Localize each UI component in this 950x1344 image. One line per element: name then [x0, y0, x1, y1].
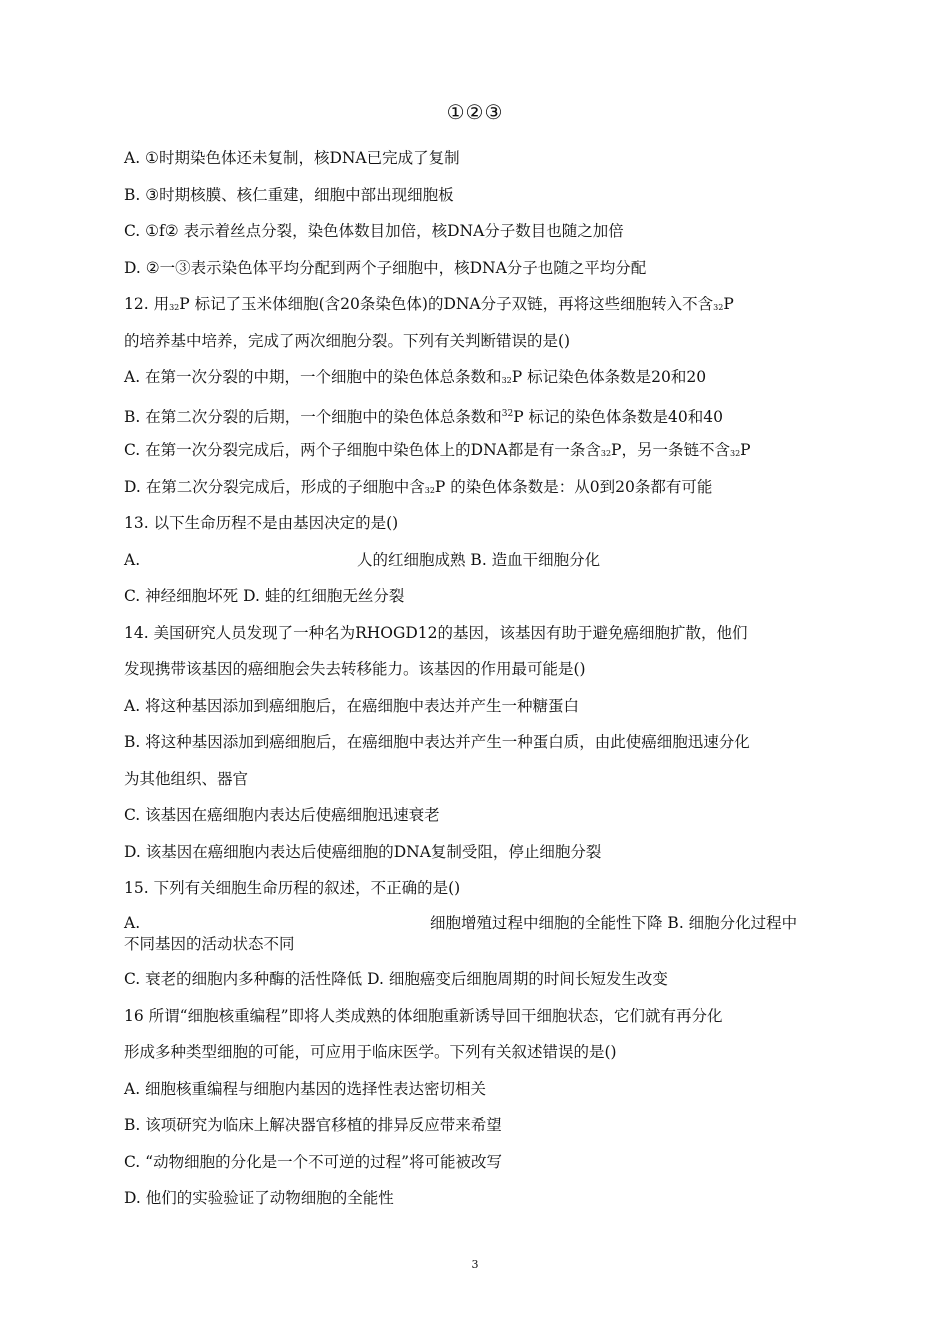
isotope-mass: 32 [501, 409, 514, 419]
q16-option-c: C. “动物细胞的分化是一个不可逆的过程”将可能被改写 [124, 1153, 503, 1171]
isotope-mass: 32 [424, 486, 435, 495]
q16-option-a: A. 细胞核重编程与细胞内基因的选择性表达密切相关 [124, 1080, 487, 1098]
q14-option-d: D. 该基因在癌细胞内表达后使癌细胞的DNA复制受阻，停止细胞分裂 [124, 843, 602, 861]
q12-stem-line2: 的培养基中培养，完成了两次细胞分裂。下列有关判断错误的是() [124, 332, 571, 350]
q16-option-b: B. 该项研究为临床上解决器官移植的排异反应带来希望 [124, 1116, 502, 1134]
q15-stem: 15. 下列有关细胞生命历程的叙述，不正确的是() [124, 879, 461, 897]
q14-option-a: A. 将这种基因添加到癌细胞后，在癌细胞中表达并产生一种糖蛋白 [124, 697, 580, 715]
isotope-mass: 32 [729, 449, 741, 458]
q14-option-b-line1: B. 将这种基因添加到癌细胞后，在癌细胞中表达并产生一种蛋白质，由此使癌细胞迅速分化 [124, 733, 750, 751]
q13-options-cd: C. 神经细胞坏死 D. 蛙的红细胞无丝分裂 [124, 587, 405, 605]
isotope-mass: 32 [169, 303, 180, 312]
q15-options-ab: 细胞增殖过程中细胞的全能性下降 B. 细胞分化过程中 [430, 914, 798, 932]
q13-options-ab: 人的红细胞成熟 B. 造血干细胞分化 [357, 551, 601, 569]
q11-option-a: A. ①时期染色体还未复制，核DNA已完成了复制 [124, 149, 460, 167]
q16-stem-line1: 16 所谓“细胞核重编程”即将人类成熟的体细胞重新诱导回干细胞状态，它们就有再分化 [124, 1007, 723, 1025]
q12-option-b: B. 在第二次分裂的后期，一个细胞中的染色体总条数和$^{32}$P 标记的染色体条数是40和40 [124, 408, 724, 426]
isotope-mass: 32 [501, 376, 512, 385]
q13-stem: 13. 以下生命历程不是由基因决定的是() [124, 514, 399, 532]
page-number: 3 [471, 1258, 479, 1271]
q16-stem-line2: 形成多种类型细胞的可能，可应用于临床医学。下列有关叙述错误的是() [124, 1043, 617, 1061]
q14-stem-line1: 14. 美国研究人员发现了一种名为RHOGD12的基因，该基因有助于避免癌细胞扩散，他们 [124, 624, 748, 642]
q12-stem-line1: 12. 用32P 标记了玉米体细胞(含20条染色体)的DNA分子双链，再将这些细胞转入不含32P [124, 295, 734, 313]
q14-option-c: C. 该基因在癌细胞内表达后使癌细胞迅速衰老 [124, 806, 440, 824]
q12-option-c: C. 在第一次分裂完成后，两个子细胞中染色体上的DNA都是有一条含32P，另一条链不含32P [124, 441, 751, 459]
isotope-mass: 32 [600, 449, 612, 458]
q15-options-ab-cont: 不同基因的活动状态不同 [124, 935, 295, 953]
q13-option-a-label: A. [124, 551, 141, 569]
q15-option-a-label: A. [124, 914, 141, 932]
q11-option-b: B. ③时期核膜、核仁重建，细胞中部出现细胞板 [124, 186, 454, 204]
figure-stage-labels: ①②③ [446, 100, 504, 124]
q16-option-d: D. 他们的实验验证了动物细胞的全能性 [124, 1189, 394, 1207]
q15-options-cd: C. 衰老的细胞内多种酶的活性降低 D. 细胞癌变后细胞周期的时间长短发生改变 [124, 970, 668, 988]
q14-stem-line2: 发现携带该基因的癌细胞会失去转移能力。该基因的作用最可能是() [124, 660, 586, 678]
isotope-mass: 32 [713, 303, 724, 312]
q11-option-c: C. ①f② 表示着丝点分裂，染色体数目加倍，核DNA分子数目也随之加倍 [124, 222, 624, 240]
q14-option-b-line2: 为其他组织、器官 [124, 770, 249, 788]
q11-option-d: D. ②一③表示染色体平均分配到两个子细胞中，核DNA分子也随之平均分配 [124, 259, 647, 277]
q12-option-d: D. 在第二次分裂完成后，形成的子细胞中含32P 的染色体条数是：从0到20条都有可能 [124, 478, 713, 496]
q12-option-a: A. 在第一次分裂的中期，一个细胞中的染色体总条数和32P 标记染色体条数是20和20 [124, 368, 707, 386]
